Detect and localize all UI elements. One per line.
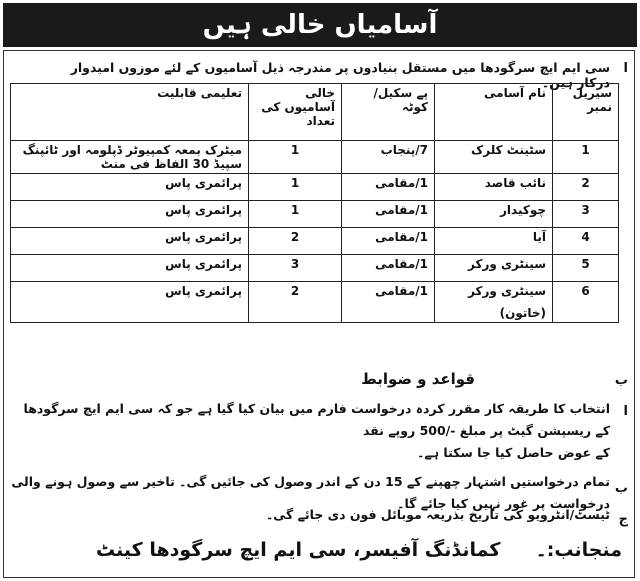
row-qualification: میٹرک بمعہ کمپیوٹر ڈپلومہ اور ٹائپنگ سپیڈ 30 الفاظ فی منٹ — [11, 141, 249, 174]
row-serial: 6 — [553, 282, 619, 323]
section-b-label: ب — [614, 373, 628, 388]
row-scale: 1/مقامی — [342, 282, 435, 323]
rule-label: ب — [614, 481, 628, 496]
table-row — [11, 174, 619, 201]
rule-text: ٹیسٹ/انٹرویو کی تاریخ بذریعہ موبائل فون دی جائے گی۔ — [265, 507, 610, 522]
row-count: 1 — [249, 201, 342, 228]
row-post: سٹینٹ کلرک — [435, 141, 553, 174]
row-qualification: پرائمری پاس — [11, 201, 249, 228]
rules-title: قواعد و ضوابط — [361, 370, 475, 388]
row-count: 3 — [249, 255, 342, 282]
row-serial: 5 — [553, 255, 619, 282]
row-scale: 1/مقامی — [342, 228, 435, 255]
row-post-note: (خاتون) — [499, 306, 546, 320]
row-scale: 7/پنجاب — [342, 141, 435, 174]
table-row — [11, 201, 619, 228]
rule-label: ا — [623, 404, 628, 419]
rule-line: انتخاب کا طریقہ کار مقرر کردہ درخواست فارم میں بیان کیا گیا ہے جو کہ سی ایم ایچ سرگودھا کے ریسپشن گیٹ پر مبلغ -/500 روپے نقد — [23, 401, 610, 438]
rule-text: تمام درخواستیں اشتہار چھپنے کے 15 دن کے اندر وصول کی جائیں گی۔ تاخیر سے وصول ہونے والی درخواست پر غور نہیں کیا جائے گا۔ — [11, 474, 610, 511]
issuer-name: کمانڈنگ آفیسر، سی ایم ایچ سرگودھا کینٹ — [96, 539, 501, 561]
header-qualification: تعلیمی قابلیت — [11, 84, 249, 141]
table-row — [11, 255, 619, 282]
rule-text — [10, 398, 610, 464]
header-count: خالی آسامیوں کی تعداد — [249, 84, 342, 141]
table-header-row — [11, 84, 619, 141]
row-count: 2 — [249, 282, 342, 323]
rule-label: ج — [618, 512, 628, 527]
header-scale: پے سکیل/کوٹہ — [342, 84, 435, 141]
row-count: 2 — [249, 228, 342, 255]
rule-line: کے عوض حاصل کیا جا سکتا ہے۔ — [417, 445, 610, 460]
vacancy-table — [10, 83, 619, 323]
row-scale: 1/مقامی — [342, 174, 435, 201]
row-post: چوکیدار — [435, 201, 553, 228]
row-qualification: پرائمری پاس — [11, 255, 249, 282]
issuer-label: منجانب:۔ — [535, 539, 622, 561]
table-row — [11, 228, 619, 255]
row-qualification: پرائمری پاس — [11, 282, 249, 323]
table-row — [11, 141, 619, 174]
row-scale: 1/مقامی — [342, 255, 435, 282]
row-serial: 3 — [553, 201, 619, 228]
row-post: آیا — [435, 228, 553, 255]
row-qualification: پرائمری پاس — [11, 174, 249, 201]
intro-text: سی ایم ایچ سرگودھا میں مستقل بنیادوں پر مندرجہ ذیل آسامیوں کے لئے موزوں امیدوار درکار ہیں۔ — [70, 60, 610, 90]
row-serial: 2 — [553, 174, 619, 201]
row-post: سینٹری ورکر — [435, 255, 553, 282]
row-post: نائب قاصد — [435, 174, 553, 201]
row-qualification: پرائمری پاس — [11, 228, 249, 255]
row-post-cell — [435, 282, 553, 323]
row-post: سینٹری ورکر — [468, 284, 546, 298]
row-serial: 1 — [553, 141, 619, 174]
row-count: 1 — [249, 141, 342, 174]
page-title: آسامیاں خالی ہیں — [3, 3, 637, 47]
row-count: 1 — [249, 174, 342, 201]
issuer-signature — [22, 539, 622, 561]
row-scale: 1/مقامی — [342, 201, 435, 228]
section-a-label: ا — [623, 61, 628, 76]
table-row — [11, 282, 619, 323]
header-post: نام آسامی — [435, 84, 553, 141]
row-serial: 4 — [553, 228, 619, 255]
header-serial: سیریل نمبر — [553, 84, 619, 141]
